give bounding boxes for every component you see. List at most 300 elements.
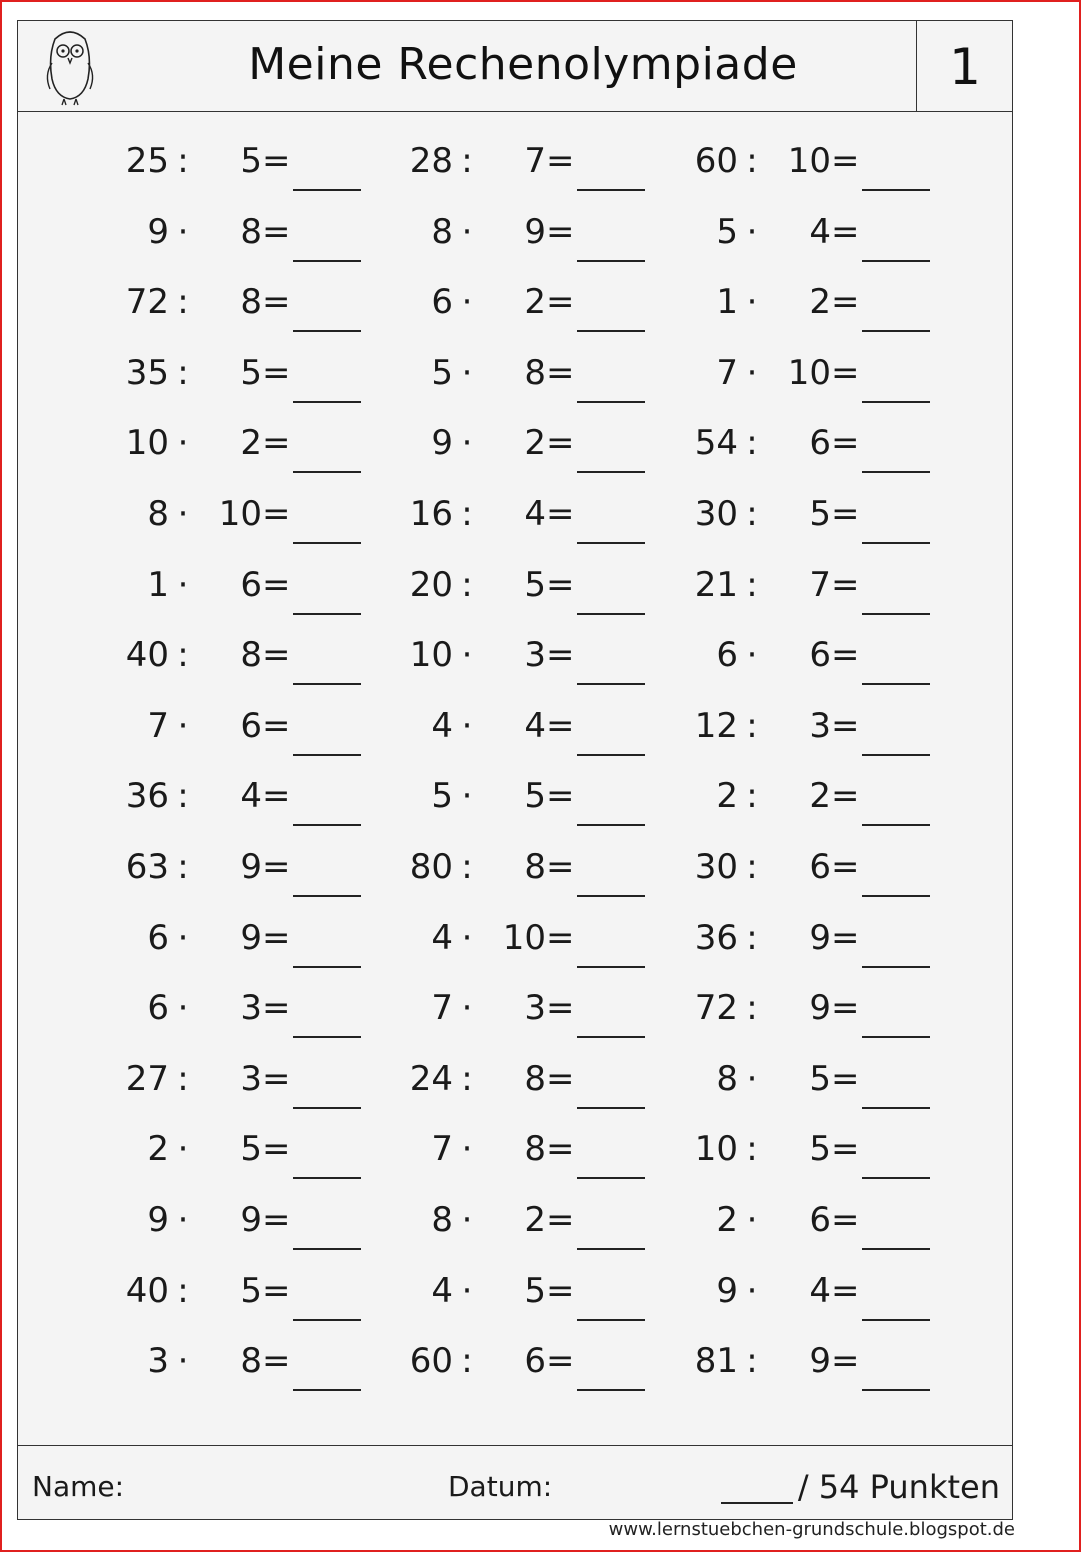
equals-sign: = [831, 141, 860, 181]
equals-sign: = [831, 988, 860, 1029]
second-operand: 10 [787, 352, 831, 393]
operator: : [177, 141, 189, 181]
equals-sign: = [262, 847, 291, 887]
math-problem [76, 1341, 336, 1401]
answer-blank[interactable] [577, 613, 645, 615]
answer-blank[interactable] [577, 189, 645, 191]
first-operand: 10 [125, 423, 169, 464]
problem-grid [18, 111, 1012, 1445]
equals-sign: = [262, 423, 291, 464]
first-operand: 12 [694, 705, 738, 746]
answer-blank[interactable] [862, 471, 930, 473]
header [18, 21, 1012, 112]
second-operand: 8 [240, 635, 262, 676]
math-problem [645, 1129, 905, 1189]
second-operand: 9 [524, 211, 546, 252]
equals-sign: = [262, 635, 291, 676]
operator: · [177, 917, 189, 958]
second-operand: 8 [240, 211, 262, 252]
equals-sign: = [831, 211, 860, 252]
operator: · [746, 352, 758, 393]
first-operand: 40 [125, 635, 169, 676]
equals-sign: = [546, 141, 575, 181]
answer-blank[interactable] [293, 966, 361, 968]
equals-sign: = [546, 776, 575, 817]
first-operand: 36 [694, 917, 738, 958]
equals-sign: = [831, 635, 860, 676]
math-problem [645, 353, 905, 413]
operator: · [746, 1058, 758, 1099]
answer-blank[interactable] [577, 966, 645, 968]
answer-blank[interactable] [862, 260, 930, 262]
math-problem [645, 847, 905, 907]
second-operand: 5 [240, 1129, 262, 1170]
math-problem [76, 565, 336, 625]
first-operand: 30 [694, 494, 738, 534]
answer-blank[interactable] [862, 1036, 930, 1038]
footer [18, 1445, 1012, 1520]
math-problem [76, 141, 336, 201]
equals-sign: = [546, 917, 575, 958]
second-operand: 4 [809, 211, 831, 252]
operator: : [746, 1341, 758, 1382]
equals-sign: = [262, 776, 291, 817]
second-operand: 6 [524, 1341, 546, 1382]
equals-sign: = [546, 847, 575, 887]
second-operand: 5 [809, 1129, 831, 1170]
answer-blank[interactable] [862, 542, 930, 544]
answer-blank[interactable] [293, 824, 361, 826]
answer-blank[interactable] [293, 1107, 361, 1109]
second-operand: 10 [218, 494, 262, 534]
date-label: Datum: [448, 1470, 553, 1503]
math-problem [645, 635, 905, 695]
second-operand: 6 [240, 705, 262, 746]
answer-blank[interactable] [577, 683, 645, 685]
math-problem [645, 141, 905, 201]
equals-sign: = [831, 1129, 860, 1170]
second-operand: 4 [524, 705, 546, 746]
math-problem [360, 988, 620, 1048]
operator: : [746, 776, 758, 817]
name-label: Name: [32, 1470, 125, 1503]
operator: : [461, 1341, 473, 1382]
math-problem [645, 423, 905, 483]
answer-blank[interactable] [862, 754, 930, 756]
operator: · [746, 635, 758, 676]
equals-sign: = [831, 564, 860, 605]
first-operand: 16 [409, 494, 453, 534]
first-operand: 10 [694, 1129, 738, 1170]
answer-blank[interactable] [577, 1036, 645, 1038]
operator: · [461, 1200, 473, 1240]
second-operand: 7 [524, 141, 546, 181]
operator: · [461, 352, 473, 393]
math-problem [360, 423, 620, 483]
second-operand: 4 [240, 776, 262, 817]
first-operand: 36 [125, 776, 169, 817]
answer-blank[interactable] [862, 1248, 930, 1250]
operator: · [177, 494, 189, 534]
equals-sign: = [262, 988, 291, 1029]
answer-blank[interactable] [293, 683, 361, 685]
first-operand: 2 [716, 1200, 738, 1240]
second-operand: 5 [524, 564, 546, 605]
answer-blank[interactable] [862, 613, 930, 615]
second-operand: 2 [809, 282, 831, 323]
equals-sign: = [831, 1341, 860, 1382]
first-operand: 4 [431, 1270, 453, 1311]
equals-sign: = [262, 705, 291, 746]
answer-blank[interactable] [577, 260, 645, 262]
first-operand: 60 [694, 141, 738, 181]
answer-blank[interactable] [862, 895, 930, 897]
operator: : [177, 1270, 189, 1311]
first-operand: 9 [147, 211, 169, 252]
math-problem [76, 1271, 336, 1331]
first-operand: 63 [125, 847, 169, 887]
answer-blank[interactable] [577, 330, 645, 332]
operator: · [177, 564, 189, 605]
equals-sign: = [831, 1200, 860, 1240]
answer-blank[interactable] [862, 683, 930, 685]
operator: · [461, 776, 473, 817]
second-operand: 8 [240, 282, 262, 323]
math-problem [76, 706, 336, 766]
first-operand: 3 [147, 1341, 169, 1382]
math-problem [645, 988, 905, 1048]
equals-sign: = [546, 423, 575, 464]
equals-sign: = [262, 1129, 291, 1170]
first-operand: 9 [147, 1200, 169, 1240]
second-operand: 2 [524, 423, 546, 464]
operator: : [746, 564, 758, 605]
second-operand: 2 [524, 1200, 546, 1240]
math-problem [76, 1129, 336, 1189]
equals-sign: = [546, 494, 575, 534]
second-operand: 9 [240, 917, 262, 958]
equals-sign: = [262, 1270, 291, 1311]
operator: · [746, 211, 758, 252]
first-operand: 81 [694, 1341, 738, 1382]
math-problem [76, 494, 336, 554]
operator: : [746, 917, 758, 958]
second-operand: 2 [524, 282, 546, 323]
second-operand: 9 [809, 917, 831, 958]
equals-sign: = [831, 847, 860, 887]
math-problem [360, 141, 620, 201]
first-operand: 8 [716, 1058, 738, 1099]
first-operand: 10 [409, 635, 453, 676]
first-operand: 2 [147, 1129, 169, 1170]
equals-sign: = [831, 705, 860, 746]
second-operand: 4 [524, 494, 546, 534]
equals-sign: = [546, 705, 575, 746]
second-operand: 6 [240, 564, 262, 605]
math-problem [360, 918, 620, 978]
math-problem [645, 1341, 905, 1401]
math-problem [645, 1059, 905, 1119]
second-operand: 8 [240, 1341, 262, 1382]
second-operand: 5 [809, 1058, 831, 1099]
second-operand: 5 [240, 352, 262, 393]
answer-blank[interactable] [577, 895, 645, 897]
second-operand: 3 [240, 988, 262, 1029]
answer-blank[interactable] [293, 542, 361, 544]
answer-blank[interactable] [862, 189, 930, 191]
operator: : [177, 847, 189, 887]
math-problem [360, 776, 620, 836]
math-problem [360, 1200, 620, 1260]
math-problem [645, 1271, 905, 1331]
first-operand: 2 [716, 776, 738, 817]
math-problem [360, 353, 620, 413]
answer-blank[interactable] [862, 824, 930, 826]
second-operand: 3 [524, 635, 546, 676]
math-problem [645, 494, 905, 554]
operator: · [461, 917, 473, 958]
first-operand: 54 [694, 423, 738, 464]
operator: : [746, 1129, 758, 1170]
equals-sign: = [262, 141, 291, 181]
math-problem [645, 1200, 905, 1260]
equals-sign: = [546, 1270, 575, 1311]
math-problem [360, 706, 620, 766]
first-operand: 5 [431, 776, 453, 817]
answer-blank[interactable] [293, 895, 361, 897]
operator: : [746, 141, 758, 181]
equals-sign: = [831, 917, 860, 958]
operator: · [177, 988, 189, 1029]
operator: : [461, 141, 473, 181]
first-operand: 27 [125, 1058, 169, 1099]
second-operand: 3 [240, 1058, 262, 1099]
second-operand: 8 [524, 352, 546, 393]
operator: : [746, 847, 758, 887]
first-operand: 6 [716, 635, 738, 676]
first-operand: 7 [716, 352, 738, 393]
math-problem [360, 1271, 620, 1331]
math-problem [76, 918, 336, 978]
answer-blank[interactable] [577, 1389, 645, 1391]
second-operand: 9 [809, 1341, 831, 1382]
equals-sign: = [546, 1129, 575, 1170]
first-operand: 7 [147, 705, 169, 746]
answer-blank[interactable] [293, 189, 361, 191]
second-operand: 10 [502, 917, 546, 958]
answer-blank[interactable] [862, 966, 930, 968]
math-problem [76, 847, 336, 907]
answer-blank[interactable] [577, 471, 645, 473]
operator: : [746, 423, 758, 464]
answer-blank[interactable] [577, 1319, 645, 1321]
first-operand: 9 [716, 1270, 738, 1311]
equals-sign: = [831, 1058, 860, 1099]
first-operand: 6 [431, 282, 453, 323]
operator: : [461, 564, 473, 605]
math-problem [645, 918, 905, 978]
equals-sign: = [262, 211, 291, 252]
sheet-number: 1 [916, 21, 1013, 111]
second-operand: 9 [240, 1200, 262, 1240]
math-problem [645, 565, 905, 625]
second-operand: 6 [809, 847, 831, 887]
operator: · [461, 423, 473, 464]
equals-sign: = [262, 282, 291, 323]
math-problem [76, 1200, 336, 1260]
operator: · [177, 1129, 189, 1170]
operator: · [746, 1270, 758, 1311]
answer-blank[interactable] [577, 542, 645, 544]
equals-sign: = [546, 635, 575, 676]
second-operand: 3 [809, 705, 831, 746]
first-operand: 28 [409, 141, 453, 181]
second-operand: 6 [809, 635, 831, 676]
equals-sign: = [546, 1341, 575, 1382]
first-operand: 30 [694, 847, 738, 887]
second-operand: 6 [809, 1200, 831, 1240]
equals-sign: = [546, 211, 575, 252]
math-problem [76, 776, 336, 836]
equals-sign: = [831, 776, 860, 817]
answer-blank[interactable] [293, 401, 361, 403]
answer-blank[interactable] [577, 824, 645, 826]
first-operand: 7 [431, 1129, 453, 1170]
math-problem [360, 212, 620, 272]
math-problem [76, 1059, 336, 1119]
second-operand: 8 [524, 1129, 546, 1170]
first-operand: 9 [431, 423, 453, 464]
operator: : [177, 1058, 189, 1099]
math-problem [360, 282, 620, 342]
answer-blank[interactable] [293, 754, 361, 756]
operator: · [461, 635, 473, 676]
answer-blank[interactable] [862, 330, 930, 332]
math-problem [360, 1341, 620, 1401]
second-operand: 4 [809, 1270, 831, 1311]
operator: · [461, 211, 473, 252]
score-blank[interactable] [721, 1502, 793, 1504]
operator: · [177, 1341, 189, 1382]
page-title: Meine Rechenolympiade [248, 39, 798, 90]
math-problem [360, 494, 620, 554]
first-operand: 8 [431, 211, 453, 252]
first-operand: 20 [409, 564, 453, 605]
answer-blank[interactable] [862, 1319, 930, 1321]
first-operand: 8 [147, 494, 169, 534]
answer-blank[interactable] [862, 1177, 930, 1179]
second-operand: 7 [809, 564, 831, 605]
equals-sign: = [262, 1200, 291, 1240]
math-problem [360, 1129, 620, 1189]
operator: · [746, 282, 758, 323]
answer-blank[interactable] [293, 330, 361, 332]
first-operand: 60 [409, 1341, 453, 1382]
equals-sign: = [546, 988, 575, 1029]
math-problem [645, 706, 905, 766]
equals-sign: = [831, 352, 860, 393]
first-operand: 5 [716, 211, 738, 252]
second-operand: 2 [240, 423, 262, 464]
equals-sign: = [831, 494, 860, 534]
equals-sign: = [546, 1200, 575, 1240]
first-operand: 24 [409, 1058, 453, 1099]
answer-blank[interactable] [862, 401, 930, 403]
equals-sign: = [262, 1341, 291, 1382]
equals-sign: = [262, 1058, 291, 1099]
equals-sign: = [546, 352, 575, 393]
math-problem [360, 635, 620, 695]
answer-blank[interactable] [293, 1248, 361, 1250]
math-problem [645, 212, 905, 272]
second-operand: 2 [809, 776, 831, 817]
answer-blank[interactable] [577, 1107, 645, 1109]
math-problem [360, 565, 620, 625]
math-problem [76, 635, 336, 695]
equals-sign: = [262, 352, 291, 393]
operator: · [461, 988, 473, 1029]
equals-sign: = [546, 1058, 575, 1099]
answer-blank[interactable] [293, 613, 361, 615]
operator: : [177, 352, 189, 393]
answer-blank[interactable] [862, 1389, 930, 1391]
first-operand: 40 [125, 1270, 169, 1311]
equals-sign: = [831, 1270, 860, 1311]
first-operand: 80 [409, 847, 453, 887]
second-operand: 5 [524, 776, 546, 817]
answer-blank[interactable] [293, 1319, 361, 1321]
answer-blank[interactable] [577, 401, 645, 403]
website-url: www.lernstuebchen-grundschule.blogspot.de [608, 1519, 1015, 1540]
second-operand: 5 [240, 1270, 262, 1311]
operator: · [461, 1270, 473, 1311]
answer-blank[interactable] [293, 1036, 361, 1038]
answer-blank[interactable] [293, 1389, 361, 1391]
first-operand: 6 [147, 917, 169, 958]
answer-blank[interactable] [293, 471, 361, 473]
operator: : [177, 282, 189, 323]
answer-blank[interactable] [577, 1248, 645, 1250]
owl-icon [40, 27, 100, 107]
equals-sign: = [262, 564, 291, 605]
first-operand: 1 [716, 282, 738, 323]
operator: : [461, 494, 473, 534]
equals-sign: = [546, 282, 575, 323]
operator: · [177, 211, 189, 252]
answer-blank[interactable] [862, 1107, 930, 1109]
operator: : [177, 635, 189, 676]
first-operand: 72 [694, 988, 738, 1029]
equals-sign: = [546, 564, 575, 605]
second-operand: 8 [524, 847, 546, 887]
first-operand: 5 [431, 352, 453, 393]
points-label: / 54 Punkten [797, 1468, 1000, 1506]
math-problem [76, 353, 336, 413]
second-operand: 9 [240, 847, 262, 887]
operator: · [177, 705, 189, 746]
answer-blank[interactable] [577, 754, 645, 756]
math-problem [76, 423, 336, 483]
operator: · [461, 705, 473, 746]
math-problem [76, 212, 336, 272]
answer-blank[interactable] [293, 1177, 361, 1179]
second-operand: 10 [787, 141, 831, 181]
second-operand: 9 [809, 988, 831, 1029]
operator: · [177, 1200, 189, 1240]
operator: : [461, 847, 473, 887]
answer-blank[interactable] [577, 1177, 645, 1179]
answer-blank[interactable] [293, 260, 361, 262]
